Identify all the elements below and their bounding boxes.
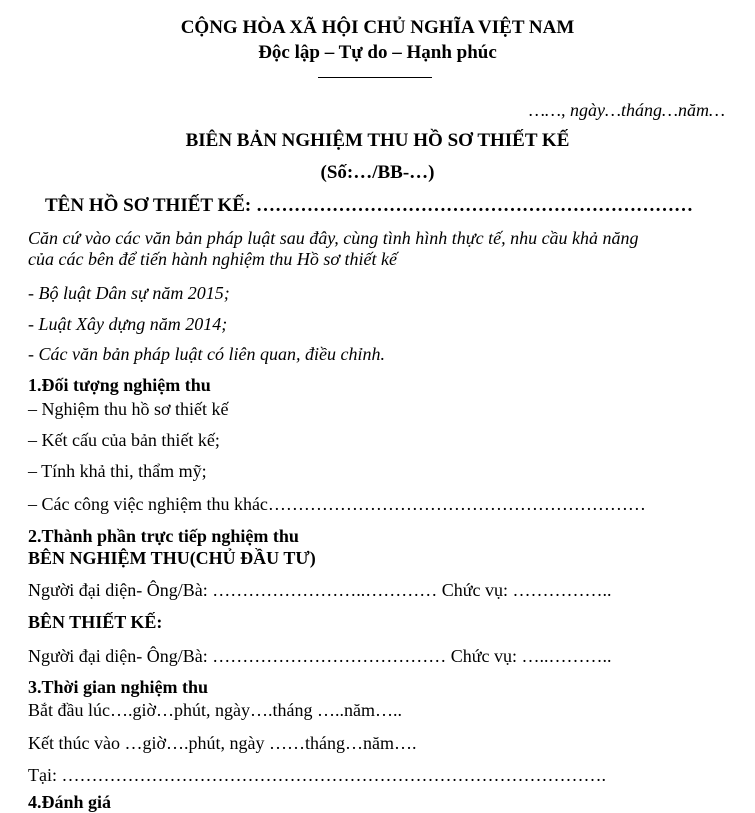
document-title: BIÊN BẢN NGHIỆM THU HỒ SƠ THIẾT KẾ xyxy=(185,130,570,151)
motto: Độc lập – Tự do – Hạnh phúc xyxy=(258,42,497,63)
dossier-name-line: TÊN HỒ SƠ THIẾT KẾ: …………………………………………………………… xyxy=(45,195,694,216)
section-1-item: – Tính khả thi, thẩm mỹ; xyxy=(28,461,207,481)
basis-item: - Bộ luật Dân sự năm 2015; xyxy=(28,283,230,303)
country-header: CỘNG HÒA XÃ HỘI CHỦ NGHĨA VIỆT NAM xyxy=(180,17,575,38)
basis-item: - Các văn bản pháp luật có liên quan, điều chỉnh. xyxy=(28,344,385,364)
section-1-item: – Nghiệm thu hồ sơ thiết kế xyxy=(28,399,229,419)
basis-intro-line-2: của các bên để tiến hành nghiệm thu Hồ sơ thiết kế xyxy=(28,249,398,269)
section-4-heading: 4.Đánh giá xyxy=(28,792,112,812)
party-a-representative: Người đại diện- Ông/Bà: ……………………..………… Chức vụ: …………….. xyxy=(28,580,612,600)
party-b-representative: Người đại diện- Ông/Bà: ………………………………… Chức vụ: …..……….. xyxy=(28,646,612,666)
basis-item: - Luật Xây dựng năm 2014; xyxy=(28,314,228,334)
document-number: (Số:…/BB-…) xyxy=(320,162,435,183)
section-2-heading: 2.Thành phần trực tiếp nghiệm thu xyxy=(28,526,299,546)
basis-intro-line-1: Căn cứ vào các văn bản pháp luật sau đây, cùng tình hình thực tế, nhu cầu khả năng xyxy=(28,228,639,248)
party-b-label: BÊN THIẾT KẾ: xyxy=(28,612,163,632)
section-3-heading: 3.Thời gian nghiệm thu xyxy=(28,677,209,697)
end-time-line: Kết thúc vào …giờ….phút, ngày ……tháng…năm…. xyxy=(28,733,417,753)
party-a-label: BÊN NGHIỆM THU(CHỦ ĐẦU TƯ) xyxy=(28,548,316,568)
place-line: Tại: ………………………………………………………………………………. xyxy=(28,765,606,785)
section-1-item: – Kết cấu của bản thiết kế; xyxy=(28,430,220,450)
section-1-item: – Các công việc nghiệm thu khác……………………………………………………… xyxy=(28,494,646,514)
start-time-line: Bắt đầu lúc….giờ…phút, ngày….tháng …..năm….. xyxy=(28,700,402,720)
date-line: ……, ngày…tháng…năm… xyxy=(528,100,725,120)
header-divider xyxy=(318,77,432,78)
section-1-heading: 1.Đối tượng nghiệm thu xyxy=(28,375,211,395)
